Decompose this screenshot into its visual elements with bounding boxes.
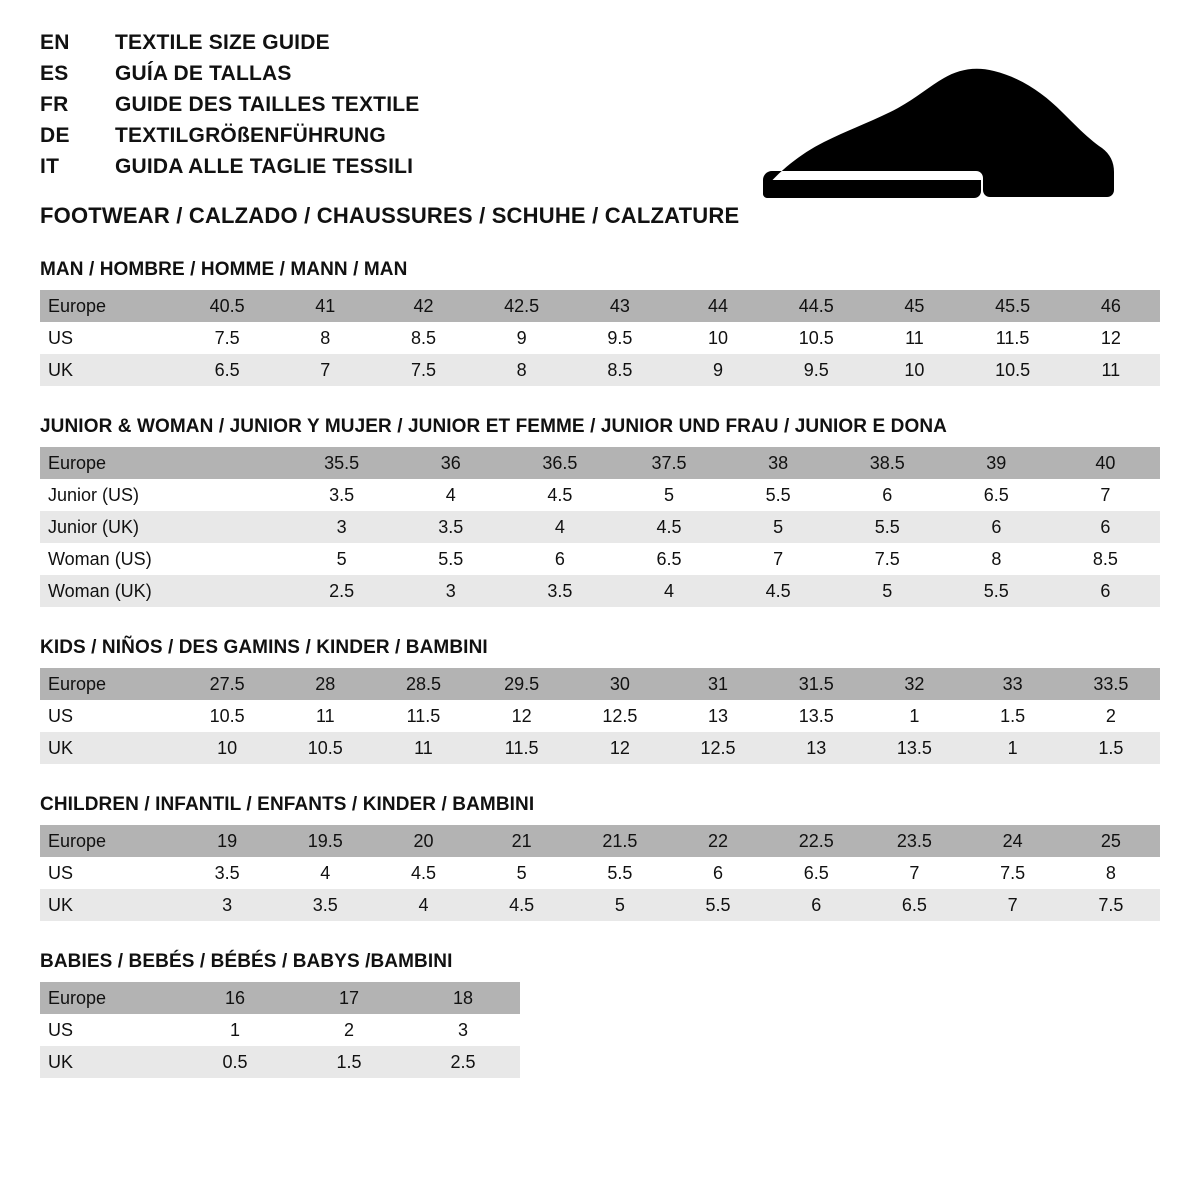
row-label: Junior (UK) <box>40 511 178 543</box>
row-label: UK <box>40 889 178 921</box>
table-cell: 5 <box>724 511 833 543</box>
table-cell: 12 <box>473 700 571 732</box>
table-cell: 12 <box>571 732 669 764</box>
table-cell: 12.5 <box>571 700 669 732</box>
table-cell: 6 <box>505 543 614 575</box>
table-cell: 13 <box>669 700 767 732</box>
table-row <box>40 732 1160 764</box>
table-row <box>40 889 1160 921</box>
table-cell: 10 <box>669 322 767 354</box>
table-cell: 10.5 <box>964 354 1062 386</box>
table-cell: 12.5 <box>669 732 767 764</box>
table-row <box>40 322 1160 354</box>
table-cell: 6 <box>1051 575 1160 607</box>
size-table <box>40 825 1160 921</box>
table-cell: 38.5 <box>833 447 942 479</box>
table-cell: 45.5 <box>964 290 1062 322</box>
table-cell: 25 <box>1062 825 1160 857</box>
table-cell: 3.5 <box>287 479 396 511</box>
table-cell: 7 <box>724 543 833 575</box>
table-cell: 7 <box>964 889 1062 921</box>
table-cell: 8 <box>942 543 1051 575</box>
table-cell: 6.5 <box>767 857 865 889</box>
table-cell: 7 <box>865 857 963 889</box>
table-cell: 4.5 <box>505 479 614 511</box>
table-cell: 8.5 <box>1051 543 1160 575</box>
table-cell: 22 <box>669 825 767 857</box>
table-cell: 40.5 <box>178 290 276 322</box>
table-cell: 43 <box>571 290 669 322</box>
language-title: GUÍA DE TALLAS <box>115 62 292 85</box>
table-cell: 5.5 <box>942 575 1051 607</box>
table-cell: 3.5 <box>505 575 614 607</box>
table-row <box>40 825 1160 857</box>
size-table-title: BABIES / BEBÉS / BÉBÉS / BABYS /BAMBINI <box>40 951 453 972</box>
size-table-title: JUNIOR & WOMAN / JUNIOR Y MUJER / JUNIOR ET FEMME / JUNIOR UND FRAU / JUNIOR E DONA <box>40 416 948 437</box>
table-row <box>40 479 1160 511</box>
table-cell: 4.5 <box>374 857 472 889</box>
table-cell <box>178 447 287 479</box>
table-cell: 11 <box>374 732 472 764</box>
table-cell: 7 <box>276 354 374 386</box>
table-cell: 0.5 <box>178 1046 292 1078</box>
table-row <box>40 543 1160 575</box>
table-cell: 13 <box>767 732 865 764</box>
table-cell: 6.5 <box>614 543 723 575</box>
table-cell: 2.5 <box>406 1046 520 1078</box>
table-cell: 32 <box>865 668 963 700</box>
table-cell: 6 <box>669 857 767 889</box>
table-cell: 10 <box>865 354 963 386</box>
row-label: US <box>40 1014 178 1046</box>
table-cell: 45 <box>865 290 963 322</box>
table-cell: 31.5 <box>767 668 865 700</box>
table-cell: 10.5 <box>178 700 276 732</box>
table-cell: 41 <box>276 290 374 322</box>
row-label: US <box>40 322 178 354</box>
size-table-title: MAN / HOMBRE / HOMME / MANN / MAN <box>40 259 408 280</box>
table-row <box>40 668 1160 700</box>
table-row <box>40 857 1160 889</box>
table-cell: 7.5 <box>1062 889 1160 921</box>
table-cell: 6 <box>767 889 865 921</box>
row-label: Europe <box>40 982 178 1014</box>
table-cell: 6.5 <box>942 479 1051 511</box>
table-cell: 27.5 <box>178 668 276 700</box>
table-cell: 33.5 <box>1062 668 1160 700</box>
table-cell: 7.5 <box>374 354 472 386</box>
table-cell: 31 <box>669 668 767 700</box>
table-cell: 4 <box>614 575 723 607</box>
table-row <box>40 447 1160 479</box>
table-cell: 12 <box>1062 322 1160 354</box>
size-table <box>40 668 1160 764</box>
page-title: FOOTWEAR / CALZADO / CHAUSSURES / SCHUHE / CALZATURE <box>40 203 740 228</box>
table-cell: 4 <box>276 857 374 889</box>
table-cell: 9.5 <box>571 322 669 354</box>
table-cell: 29.5 <box>473 668 571 700</box>
table-cell: 19.5 <box>276 825 374 857</box>
language-row <box>40 32 1160 53</box>
table-row <box>40 700 1160 732</box>
table-cell: 5.5 <box>724 479 833 511</box>
table-cell: 4 <box>374 889 472 921</box>
table-cell: 3 <box>406 1014 520 1046</box>
table-cell: 10.5 <box>276 732 374 764</box>
table-cell: 8 <box>473 354 571 386</box>
table-cell: 7.5 <box>178 322 276 354</box>
table-row <box>40 354 1160 386</box>
table-cell: 24 <box>964 825 1062 857</box>
table-cell <box>178 543 287 575</box>
table-cell <box>178 479 287 511</box>
table-cell: 7.5 <box>833 543 942 575</box>
table-cell: 44.5 <box>767 290 865 322</box>
table-cell: 28 <box>276 668 374 700</box>
table-cell: 3.5 <box>276 889 374 921</box>
language-code: EN <box>40 31 70 54</box>
table-row <box>40 575 1160 607</box>
table-cell: 1 <box>865 700 963 732</box>
table-cell: 3 <box>178 889 276 921</box>
table-row <box>40 511 1160 543</box>
table-cell: 4.5 <box>724 575 833 607</box>
table-cell: 18 <box>406 982 520 1014</box>
table-cell: 9 <box>669 354 767 386</box>
table-cell: 23.5 <box>865 825 963 857</box>
table-cell: 2 <box>292 1014 406 1046</box>
table-cell: 10.5 <box>767 322 865 354</box>
table-cell: 8 <box>1062 857 1160 889</box>
table-cell: 5 <box>287 543 396 575</box>
row-label: UK <box>40 732 178 764</box>
language-title: TEXTILGRÖßENFÜHRUNG <box>115 124 386 147</box>
language-title: GUIDA ALLE TAGLIE TESSILI <box>115 155 414 178</box>
table-cell: 20 <box>374 825 472 857</box>
dress-shoe-icon <box>758 68 1118 218</box>
table-cell: 30 <box>571 668 669 700</box>
table-cell: 9.5 <box>767 354 865 386</box>
table-cell: 3 <box>396 575 505 607</box>
table-cell: 28.5 <box>374 668 472 700</box>
table-cell: 19 <box>178 825 276 857</box>
table-cell: 2.5 <box>287 575 396 607</box>
table-cell: 2 <box>1062 700 1160 732</box>
table-cell: 33 <box>964 668 1062 700</box>
size-table <box>40 982 520 1078</box>
table-cell: 4.5 <box>473 889 571 921</box>
table-cell: 6.5 <box>178 354 276 386</box>
table-cell: 5 <box>473 857 571 889</box>
language-title: GUIDE DES TAILLES TEXTILE <box>115 93 420 116</box>
table-cell: 13.5 <box>767 700 865 732</box>
table-cell: 5.5 <box>571 857 669 889</box>
table-cell: 3.5 <box>178 857 276 889</box>
table-cell: 16 <box>178 982 292 1014</box>
table-cell: 5.5 <box>669 889 767 921</box>
table-cell: 11.5 <box>964 322 1062 354</box>
table-cell: 1.5 <box>1062 732 1160 764</box>
table-cell: 11.5 <box>473 732 571 764</box>
table-cell <box>178 575 287 607</box>
table-cell: 4 <box>505 511 614 543</box>
table-row <box>40 290 1160 322</box>
table-cell <box>178 511 287 543</box>
table-cell: 6 <box>833 479 942 511</box>
size-table <box>40 290 1160 386</box>
table-row <box>40 1046 520 1078</box>
size-table-block <box>40 951 1160 1078</box>
language-code: FR <box>40 93 69 116</box>
table-cell: 39 <box>942 447 1051 479</box>
size-table-block <box>40 416 1160 607</box>
table-cell: 8.5 <box>571 354 669 386</box>
language-title: TEXTILE SIZE GUIDE <box>115 31 330 54</box>
table-cell: 40 <box>1051 447 1160 479</box>
table-cell: 22.5 <box>767 825 865 857</box>
table-cell: 9 <box>473 322 571 354</box>
table-cell: 46 <box>1062 290 1160 322</box>
table-cell: 42.5 <box>473 290 571 322</box>
row-label: Europe <box>40 825 178 857</box>
table-cell: 10 <box>178 732 276 764</box>
table-cell: 21.5 <box>571 825 669 857</box>
table-cell: 37.5 <box>614 447 723 479</box>
row-label: Junior (US) <box>40 479 178 511</box>
row-label: US <box>40 857 178 889</box>
row-label: Woman (US) <box>40 543 178 575</box>
table-cell: 3.5 <box>396 511 505 543</box>
table-cell: 1 <box>178 1014 292 1046</box>
table-cell: 11 <box>865 322 963 354</box>
table-cell: 6.5 <box>865 889 963 921</box>
table-cell: 5.5 <box>396 543 505 575</box>
table-cell: 17 <box>292 982 406 1014</box>
size-table-block <box>40 794 1160 921</box>
row-label: Europe <box>40 290 178 322</box>
row-label: Woman (UK) <box>40 575 178 607</box>
language-code: ES <box>40 62 69 85</box>
table-cell: 13.5 <box>865 732 963 764</box>
table-row <box>40 982 520 1014</box>
table-cell: 5.5 <box>833 511 942 543</box>
table-cell: 7 <box>1051 479 1160 511</box>
table-cell: 35.5 <box>287 447 396 479</box>
table-cell: 6 <box>1051 511 1160 543</box>
table-cell: 38 <box>724 447 833 479</box>
row-label: Europe <box>40 668 178 700</box>
row-label: UK <box>40 1046 178 1078</box>
row-label: UK <box>40 354 178 386</box>
table-cell: 11.5 <box>374 700 472 732</box>
table-cell: 11 <box>276 700 374 732</box>
table-cell: 42 <box>374 290 472 322</box>
table-cell: 21 <box>473 825 571 857</box>
size-table <box>40 447 1160 607</box>
row-label: US <box>40 700 178 732</box>
size-table-title: CHILDREN / INFANTIL / ENFANTS / KINDER / BAMBINI <box>40 794 535 815</box>
table-cell: 3 <box>287 511 396 543</box>
table-cell: 5 <box>614 479 723 511</box>
table-cell: 44 <box>669 290 767 322</box>
table-cell: 1.5 <box>292 1046 406 1078</box>
language-code: DE <box>40 124 70 147</box>
table-cell: 1.5 <box>964 700 1062 732</box>
table-cell: 4 <box>396 479 505 511</box>
table-cell: 8 <box>276 322 374 354</box>
table-cell: 1 <box>964 732 1062 764</box>
size-table-title: KIDS / NIÑOS / DES GAMINS / KINDER / BAMBINI <box>40 637 488 658</box>
page-header <box>40 32 1160 229</box>
table-cell: 36 <box>396 447 505 479</box>
size-table-block <box>40 637 1160 764</box>
table-cell: 36.5 <box>505 447 614 479</box>
table-cell: 8.5 <box>374 322 472 354</box>
table-cell: 4.5 <box>614 511 723 543</box>
size-tables-container <box>40 259 1160 1078</box>
table-cell: 6 <box>942 511 1051 543</box>
table-row <box>40 1014 520 1046</box>
size-table-block <box>40 259 1160 386</box>
table-cell: 5 <box>571 889 669 921</box>
row-label: Europe <box>40 447 178 479</box>
language-code: IT <box>40 155 60 178</box>
table-cell: 7.5 <box>964 857 1062 889</box>
table-cell: 11 <box>1062 354 1160 386</box>
table-cell: 5 <box>833 575 942 607</box>
